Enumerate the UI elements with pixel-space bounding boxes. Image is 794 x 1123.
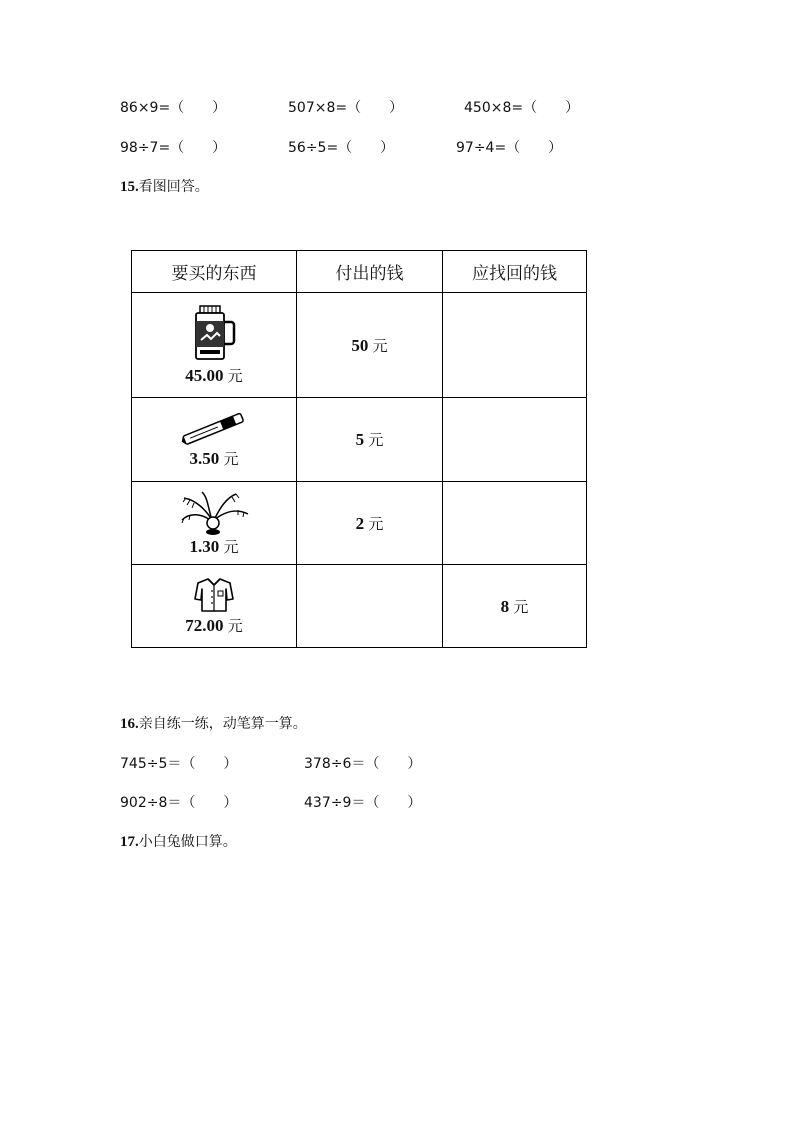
paid-value: 50 bbox=[351, 335, 369, 355]
question-17-text: 小白兔做口算。 bbox=[138, 834, 237, 850]
table-header-row bbox=[132, 251, 587, 293]
item-cell bbox=[132, 482, 297, 565]
item-price bbox=[185, 365, 243, 386]
item-price bbox=[189, 448, 238, 469]
question-17-number: 17. bbox=[120, 834, 139, 850]
change-cell bbox=[443, 482, 587, 565]
question-16-number: 16. bbox=[120, 716, 139, 732]
paid-unit: 元 bbox=[372, 336, 388, 355]
problem-98div7: 98÷7=（ ） bbox=[120, 140, 227, 156]
problem-902div8: 902÷8＝（ ） bbox=[120, 795, 238, 811]
question-15-text: 看图回答。 bbox=[138, 179, 209, 195]
paid-unit: 元 bbox=[368, 431, 384, 449]
price-unit: 元 bbox=[227, 616, 243, 635]
question-16-heading bbox=[120, 713, 307, 733]
item-cell bbox=[132, 293, 297, 398]
problem-378div6: 378÷6＝（ ） bbox=[304, 756, 422, 772]
paid-value: 5 bbox=[355, 430, 365, 449]
item-cell bbox=[132, 398, 297, 482]
item-price bbox=[189, 536, 238, 557]
change-cell bbox=[443, 293, 587, 398]
header-paid: 付出的钱 bbox=[297, 251, 443, 293]
question-15-number: 15. bbox=[120, 179, 139, 195]
header-change: 应找回的钱 bbox=[443, 251, 587, 293]
paid-unit: 元 bbox=[368, 514, 384, 533]
jar-icon bbox=[190, 304, 238, 362]
question-16-text: 亲自练一练，动笔算一算。 bbox=[138, 716, 307, 732]
problem-507x8: 507×8=（ ） bbox=[288, 100, 404, 116]
shopping-table bbox=[131, 250, 587, 648]
price-value: 3.50 bbox=[189, 449, 220, 468]
price-value: 1.30 bbox=[189, 536, 220, 556]
table-row bbox=[132, 482, 587, 565]
problem-56div5: 56÷5=（ ） bbox=[288, 140, 395, 156]
change-value: 8 bbox=[500, 596, 510, 616]
paid-cell bbox=[297, 293, 443, 398]
change-cell bbox=[443, 565, 587, 648]
paid-cell bbox=[297, 482, 443, 565]
price-unit: 元 bbox=[223, 537, 239, 556]
price-value: 45.00 bbox=[185, 366, 224, 385]
item-cell bbox=[132, 565, 297, 648]
problem-97div4: 97÷4=（ ） bbox=[456, 140, 563, 156]
paid-cell bbox=[297, 398, 443, 482]
price-unit: 元 bbox=[227, 367, 243, 385]
paid-cell bbox=[297, 565, 443, 648]
table-row bbox=[132, 565, 587, 648]
paid-value: 2 bbox=[355, 513, 365, 533]
shuttlecock-icon bbox=[178, 490, 250, 536]
pen-icon bbox=[178, 410, 250, 446]
question-15-heading bbox=[120, 176, 209, 196]
problem-86x9: 86×9=（ ） bbox=[120, 100, 227, 116]
table-row bbox=[132, 293, 587, 398]
question-17-heading bbox=[120, 831, 237, 851]
problem-745div5: 745÷5＝（ ） bbox=[120, 756, 238, 772]
shirt-icon bbox=[194, 577, 234, 613]
header-item: 要买的东西 bbox=[132, 251, 297, 293]
table-row bbox=[132, 398, 587, 482]
change-cell bbox=[443, 398, 587, 482]
problem-437div9: 437÷9＝（ ） bbox=[304, 795, 422, 811]
price-unit: 元 bbox=[223, 450, 239, 468]
price-value: 72.00 bbox=[185, 615, 224, 635]
item-price bbox=[185, 615, 243, 636]
problem-450x8: 450×8=（ ） bbox=[464, 100, 580, 116]
change-unit: 元 bbox=[513, 597, 529, 616]
